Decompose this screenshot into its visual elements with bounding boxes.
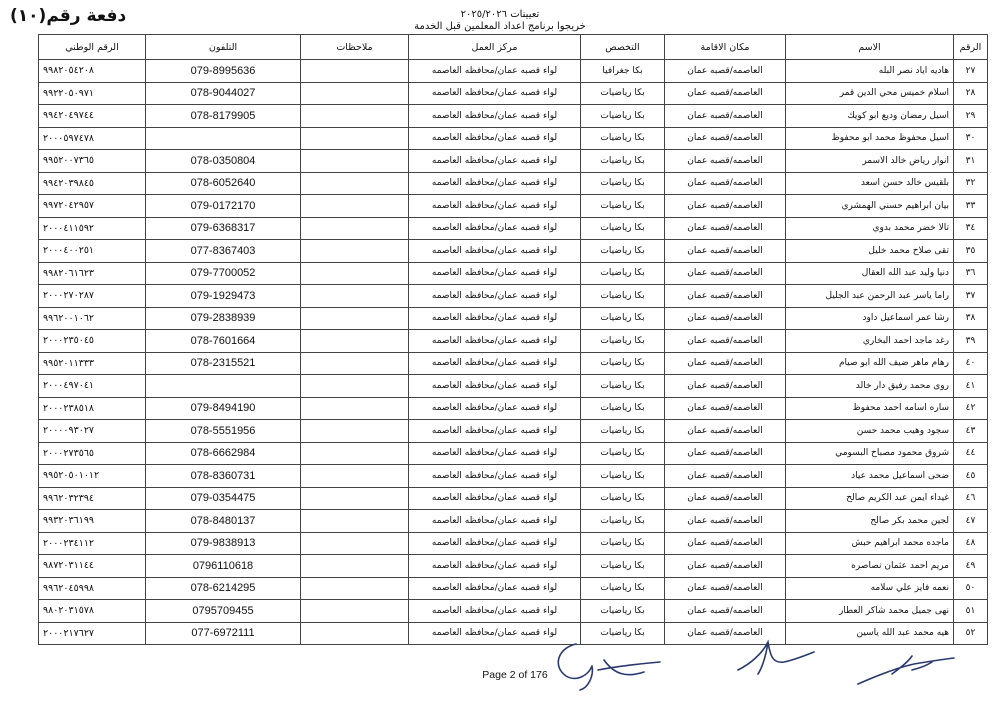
table-row	[39, 600, 988, 623]
cell-residence: العاصمه/قصبه عمان	[665, 555, 786, 578]
cell-num: ٤٨	[954, 532, 988, 555]
cell-phone: 0796110618	[146, 555, 301, 578]
cell-residence: العاصمه/قصبه عمان	[665, 285, 786, 308]
cell-name: رهام ماهر ضيف الله ابو صيام	[786, 352, 954, 375]
cell-specialty: بكا رياضيات	[581, 240, 665, 263]
cell-residence: العاصمه/قصبه عمان	[665, 375, 786, 398]
cell-residence: العاصمه/قصبه عمان	[665, 150, 786, 173]
cell-specialty: بكا رياضيات	[581, 105, 665, 128]
cell-residence: العاصمه/قصبه عمان	[665, 442, 786, 465]
cell-notes	[301, 262, 409, 285]
cell-name: ساره اسامه احمد محفوظ	[786, 397, 954, 420]
cell-name: راما ياسر عبد الرحمن عبد الجليل	[786, 285, 954, 308]
cell-phone: 079-0172170	[146, 195, 301, 218]
cell-num: ٣٧	[954, 285, 988, 308]
cell-residence: العاصمه/قصبه عمان	[665, 510, 786, 533]
cell-name: رشا عمر اسماعيل داود	[786, 307, 954, 330]
cell-residence: العاصمه/قصبه عمان	[665, 622, 786, 645]
cell-national-id: ٩٩٣٢٠٣٦١٩٩	[39, 510, 146, 533]
cell-specialty: بكا رياضيات	[581, 577, 665, 600]
page-number: Page 2 of 176	[482, 669, 548, 681]
cell-national-id: ٩٩٥٢٠٥٠١٠١٢	[39, 465, 146, 488]
cell-phone: 078-2315521	[146, 352, 301, 375]
cell-residence: العاصمه/قصبه عمان	[665, 352, 786, 375]
table-row	[39, 150, 988, 173]
cell-specialty: بكا رياضيات	[581, 172, 665, 195]
cell-phone: 077-6972111	[146, 622, 301, 645]
cell-residence: العاصمه/قصبه عمان	[665, 397, 786, 420]
cell-name: بلقيس خالد حسن اسعد	[786, 172, 954, 195]
cell-work-center: لواء قصبه عمان/محافظه العاصمه	[409, 442, 581, 465]
cell-name: ضحى اسماعيل محمد عياد	[786, 465, 954, 488]
table-row	[39, 577, 988, 600]
table-body	[39, 60, 988, 645]
table-row	[39, 622, 988, 645]
cell-work-center: لواء قصبه عمان/محافظه العاصمه	[409, 307, 581, 330]
cell-phone: 078-6052640	[146, 172, 301, 195]
cell-num: ٣٥	[954, 240, 988, 263]
cell-work-center: لواء قصبه عمان/محافظه العاصمه	[409, 375, 581, 398]
cell-national-id: ٩٩٨٢٠٥٤٢٠٨	[39, 60, 146, 83]
cell-residence: العاصمه/قصبه عمان	[665, 172, 786, 195]
cell-num: ٣٨	[954, 307, 988, 330]
cell-specialty: بكا رياضيات	[581, 487, 665, 510]
cell-notes	[301, 195, 409, 218]
cell-work-center: لواء قصبه عمان/محافظه العاصمه	[409, 150, 581, 173]
cell-phone: 078-6214295	[146, 577, 301, 600]
cell-notes	[301, 487, 409, 510]
cell-specialty: بكا رياضيات	[581, 352, 665, 375]
cell-num: ٣٢	[954, 172, 988, 195]
cell-national-id: ٢٠٠٠٤١١٥٩٢	[39, 217, 146, 240]
cell-phone: 079-2838939	[146, 307, 301, 330]
cell-work-center: لواء قصبه عمان/محافظه العاصمه	[409, 600, 581, 623]
cell-specialty: بكا رياضيات	[581, 420, 665, 443]
table-row	[39, 420, 988, 443]
cell-num: ٣٦	[954, 262, 988, 285]
cell-name: تالا خضر محمد بدوي	[786, 217, 954, 240]
cell-work-center: لواء قصبه عمان/محافظه العاصمه	[409, 195, 581, 218]
cell-national-id: ٢٠٠٠٢١٧٦٢٧	[39, 622, 146, 645]
cell-num: ٢٩	[954, 105, 988, 128]
cell-name: ماجده محمد ابراهيم حبش	[786, 532, 954, 555]
table-row	[39, 82, 988, 105]
cell-notes	[301, 622, 409, 645]
cell-phone	[146, 127, 301, 150]
signature-middle	[728, 634, 818, 679]
col-header-specialty: التخصص	[581, 35, 665, 60]
cell-specialty: بكا رياضيات	[581, 217, 665, 240]
cell-work-center: لواء قصبه عمان/محافظه العاصمه	[409, 262, 581, 285]
cell-work-center: لواء قصبه عمان/محافظه العاصمه	[409, 127, 581, 150]
cell-num: ٤٠	[954, 352, 988, 375]
cell-name: اسيل محفوظ محمد ابو محفوظ	[786, 127, 954, 150]
cell-notes	[301, 82, 409, 105]
cell-num: ٢٧	[954, 60, 988, 83]
cell-residence: العاصمه/قصبه عمان	[665, 105, 786, 128]
cell-notes	[301, 577, 409, 600]
table-row	[39, 307, 988, 330]
table-row	[39, 262, 988, 285]
cell-phone: 079-8494190	[146, 397, 301, 420]
cell-specialty: بكا رياضيات	[581, 532, 665, 555]
cell-work-center: لواء قصبه عمان/محافظه العاصمه	[409, 172, 581, 195]
cell-name: سجود وهيب محمد حسن	[786, 420, 954, 443]
cell-num: ٤٩	[954, 555, 988, 578]
table-row	[39, 217, 988, 240]
cell-residence: العاصمه/قصبه عمان	[665, 217, 786, 240]
col-header-work-center: مركز العمل	[409, 35, 581, 60]
cell-residence: العاصمه/قصبه عمان	[665, 307, 786, 330]
cell-work-center: لواء قصبه عمان/محافظه العاصمه	[409, 555, 581, 578]
cell-num: ٣١	[954, 150, 988, 173]
cell-phone: 078-5551956	[146, 420, 301, 443]
cell-name: روى محمد رفيق دار خالد	[786, 375, 954, 398]
cell-name: اسلام خميس محي الدين قمر	[786, 82, 954, 105]
cell-specialty: بكا رياضيات	[581, 510, 665, 533]
cell-national-id: ٩٩٤٢٠٣٩٨٤٥	[39, 172, 146, 195]
cell-name: هيه محمد عبد الله ياسين	[786, 622, 954, 645]
cell-national-id: ٢٠٠٠٢٣٨٥١٨	[39, 397, 146, 420]
table-row	[39, 330, 988, 353]
cell-name: بيان ابراهيم حسني الهمشري	[786, 195, 954, 218]
cell-residence: العاصمه/قصبه عمان	[665, 577, 786, 600]
cell-notes	[301, 352, 409, 375]
cell-national-id: ٩٨٠٢٠٣١٥٧٨	[39, 600, 146, 623]
cell-national-id: ٩٩٤٢٠٤٩٧٤٤	[39, 105, 146, 128]
cell-name: تقى صلاح محمد خليل	[786, 240, 954, 263]
cell-name: نعمه فايز علي سلامه	[786, 577, 954, 600]
cell-notes	[301, 307, 409, 330]
table-row	[39, 105, 988, 128]
cell-notes	[301, 375, 409, 398]
cell-residence: العاصمه/قصبه عمان	[665, 82, 786, 105]
cell-num: ٣٤	[954, 217, 988, 240]
cell-specialty: بكا رياضيات	[581, 330, 665, 353]
cell-phone: 079-0354475	[146, 487, 301, 510]
cell-notes	[301, 150, 409, 173]
cell-name: مريم احمد عثمان نصاصره	[786, 555, 954, 578]
cell-work-center: لواء قصبه عمان/محافظه العاصمه	[409, 622, 581, 645]
cell-residence: العاصمه/قصبه عمان	[665, 330, 786, 353]
cell-notes	[301, 532, 409, 555]
col-header-phone: التلفون	[146, 35, 301, 60]
cell-national-id: ٩٩٦٢٠٣٢٣٩٤	[39, 487, 146, 510]
cell-national-id: ٩٨٧٢٠٣١١٤٤	[39, 555, 146, 578]
cell-national-id: ٩٩٦٢٠٠١٠٦٢	[39, 307, 146, 330]
cell-phone: 078-9044027	[146, 82, 301, 105]
cell-name: شروق محمود مصباح البسومي	[786, 442, 954, 465]
cell-national-id: ٢٠٠٠٢٧٣٥٦٥	[39, 442, 146, 465]
cell-work-center: لواء قصبه عمان/محافظه العاصمه	[409, 352, 581, 375]
cell-national-id: ٢٠٠٠٥٩٧٤٧٨	[39, 127, 146, 150]
table-row	[39, 127, 988, 150]
cell-work-center: لواء قصبه عمان/محافظه العاصمه	[409, 532, 581, 555]
table-row	[39, 465, 988, 488]
cell-notes	[301, 172, 409, 195]
cell-national-id: ٩٩٧٢٠٤٢٩٥٧	[39, 195, 146, 218]
cell-residence: العاصمه/قصبه عمان	[665, 532, 786, 555]
cell-specialty: بكا رياضيات	[581, 375, 665, 398]
cell-notes	[301, 285, 409, 308]
cell-phone: 077-8367403	[146, 240, 301, 263]
cell-specialty: بكا رياضيات	[581, 307, 665, 330]
cell-notes	[301, 217, 409, 240]
cell-name: غيداء ايمن عبد الكريم صالح	[786, 487, 954, 510]
cell-work-center: لواء قصبه عمان/محافظه العاصمه	[409, 510, 581, 533]
cell-specialty: بكا رياضيات	[581, 622, 665, 645]
cell-work-center: لواء قصبه عمان/محافظه العاصمه	[409, 82, 581, 105]
cell-phone: 079-9838913	[146, 532, 301, 555]
document-title: تعيينات ٢٠٢٥/٢٠٢٦	[460, 9, 540, 20]
table-row	[39, 510, 988, 533]
cell-national-id: ٢٠٠٠٠٩٣٠٢٧	[39, 420, 146, 443]
cell-num: ٤٥	[954, 465, 988, 488]
table-row	[39, 60, 988, 83]
cell-name: لجين محمد بكر صالح	[786, 510, 954, 533]
cell-residence: العاصمه/قصبه عمان	[665, 420, 786, 443]
cell-work-center: لواء قصبه عمان/محافظه العاصمه	[409, 285, 581, 308]
cell-phone: 079-1929473	[146, 285, 301, 308]
col-header-num: الرقم	[954, 35, 988, 60]
cell-num: ٣٣	[954, 195, 988, 218]
cell-num: ٣٠	[954, 127, 988, 150]
cell-num: ٤٢	[954, 397, 988, 420]
cell-name: اسيل رمضان وديع ابو كويك	[786, 105, 954, 128]
cell-name: هاديه اياد نصر البله	[786, 60, 954, 83]
cell-num: ٥٢	[954, 622, 988, 645]
cell-num: ٤٦	[954, 487, 988, 510]
cell-notes	[301, 510, 409, 533]
cell-num: ٥١	[954, 600, 988, 623]
cell-notes	[301, 465, 409, 488]
col-header-national-id: الرقم الوطني	[39, 35, 146, 60]
cell-work-center: لواء قصبه عمان/محافظه العاصمه	[409, 397, 581, 420]
cell-num: ٤١	[954, 375, 988, 398]
cell-notes	[301, 555, 409, 578]
table-row	[39, 240, 988, 263]
cell-phone: 078-7601664	[146, 330, 301, 353]
cell-notes	[301, 127, 409, 150]
cell-notes	[301, 600, 409, 623]
cell-num: ٤٤	[954, 442, 988, 465]
cell-phone: 078-8480137	[146, 510, 301, 533]
cell-work-center: لواء قصبه عمان/محافظه العاصمه	[409, 217, 581, 240]
cell-name: دنيا وليد عبد الله العقال	[786, 262, 954, 285]
table-row	[39, 285, 988, 308]
cell-phone: 078-8360731	[146, 465, 301, 488]
cell-num: ٢٨	[954, 82, 988, 105]
cell-phone	[146, 375, 301, 398]
col-header-notes: ملاحظات	[301, 35, 409, 60]
cell-work-center: لواء قصبه عمان/محافظه العاصمه	[409, 420, 581, 443]
cell-national-id: ٩٩٢٢٠٥٠٩٧١	[39, 82, 146, 105]
cell-phone: 079-7700052	[146, 262, 301, 285]
cell-work-center: لواء قصبه عمان/محافظه العاصمه	[409, 487, 581, 510]
cell-phone: 079-8995636	[146, 60, 301, 83]
cell-residence: العاصمه/قصبه عمان	[665, 600, 786, 623]
cell-residence: العاصمه/قصبه عمان	[665, 127, 786, 150]
cell-name: نهى جميل محمد شاكر العطار	[786, 600, 954, 623]
cell-work-center: لواء قصبه عمان/محافظه العاصمه	[409, 330, 581, 353]
cell-residence: العاصمه/قصبه عمان	[665, 487, 786, 510]
table-header-row	[39, 35, 988, 60]
cell-phone: 078-8179905	[146, 105, 301, 128]
cell-notes	[301, 240, 409, 263]
table-row	[39, 375, 988, 398]
cell-residence: العاصمه/قصبه عمان	[665, 60, 786, 83]
cell-national-id: ٩٩٥٢٠١١٣٣٣	[39, 352, 146, 375]
cell-num: ٤٣	[954, 420, 988, 443]
table-row	[39, 195, 988, 218]
cell-notes	[301, 60, 409, 83]
cell-specialty: بكا رياضيات	[581, 150, 665, 173]
cell-national-id: ٢٠٠٠٢٣٥٠٤٥	[39, 330, 146, 353]
cell-specialty: بكا جغرافيا	[581, 60, 665, 83]
cell-work-center: لواء قصبه عمان/محافظه العاصمه	[409, 105, 581, 128]
cell-national-id: ٢٠٠٠٢٣٤١١٢	[39, 532, 146, 555]
cell-phone: 0795709455	[146, 600, 301, 623]
cell-num: ٥٠	[954, 577, 988, 600]
graduates-table	[38, 34, 988, 645]
cell-specialty: بكا رياضيات	[581, 555, 665, 578]
cell-specialty: بكا رياضيات	[581, 262, 665, 285]
cell-name: انوار رياض خالد الاسمر	[786, 150, 954, 173]
cell-notes	[301, 105, 409, 128]
cell-residence: العاصمه/قصبه عمان	[665, 195, 786, 218]
cell-work-center: لواء قصبه عمان/محافظه العاصمه	[409, 240, 581, 263]
cell-residence: العاصمه/قصبه عمان	[665, 240, 786, 263]
cell-num: ٣٩	[954, 330, 988, 353]
cell-num: ٤٧	[954, 510, 988, 533]
cell-phone: 079-6368317	[146, 217, 301, 240]
cell-specialty: بكا رياضيات	[581, 82, 665, 105]
cell-specialty: بكا رياضيات	[581, 442, 665, 465]
cell-phone: 078-6662984	[146, 442, 301, 465]
table-row	[39, 532, 988, 555]
document-subtitle: خريجوا برنامج اعداد المعلمين قبل الخدمة	[414, 21, 586, 32]
cell-phone: 078-0350804	[146, 150, 301, 173]
cell-national-id: ٢٠٠٠٤٩٧٠٤١	[39, 375, 146, 398]
cell-specialty: بكا رياضيات	[581, 600, 665, 623]
cell-notes	[301, 442, 409, 465]
cell-name: رغد ماجد احمد البخاري	[786, 330, 954, 353]
cell-national-id: ٩٩٨٢٠٦١٦٢٣	[39, 262, 146, 285]
table-row	[39, 352, 988, 375]
table-row	[39, 555, 988, 578]
signature-right	[852, 648, 962, 693]
table-row	[39, 397, 988, 420]
cell-notes	[301, 420, 409, 443]
table-row	[39, 172, 988, 195]
table-row	[39, 442, 988, 465]
signature-left	[548, 636, 668, 696]
table-row	[39, 487, 988, 510]
cell-notes	[301, 397, 409, 420]
batch-label: دفعة رقم(١٠)	[10, 6, 127, 26]
cell-residence: العاصمه/قصبه عمان	[665, 465, 786, 488]
cell-specialty: بكا رياضيات	[581, 465, 665, 488]
cell-national-id: ٢٠٠٠٢٧٠٢٨٧	[39, 285, 146, 308]
cell-specialty: بكا رياضيات	[581, 127, 665, 150]
col-header-residence: مكان الاقامة	[665, 35, 786, 60]
cell-work-center: لواء قصبه عمان/محافظه العاصمه	[409, 465, 581, 488]
cell-national-id: ٩٩٦٢٠٤٥٩٩٨	[39, 577, 146, 600]
cell-work-center: لواء قصبه عمان/محافظه العاصمه	[409, 577, 581, 600]
cell-work-center: لواء قصبه عمان/محافظه العاصمه	[409, 60, 581, 83]
cell-national-id: ٢٠٠٠٤٠٠٢٥١	[39, 240, 146, 263]
cell-specialty: بكا رياضيات	[581, 195, 665, 218]
cell-national-id: ٩٩٥٢٠٠٧٣٦٥	[39, 150, 146, 173]
cell-specialty: بكا رياضيات	[581, 285, 665, 308]
cell-residence: العاصمه/قصبه عمان	[665, 262, 786, 285]
cell-specialty: بكا رياضيات	[581, 397, 665, 420]
col-header-name: الاسم	[786, 35, 954, 60]
cell-notes	[301, 330, 409, 353]
